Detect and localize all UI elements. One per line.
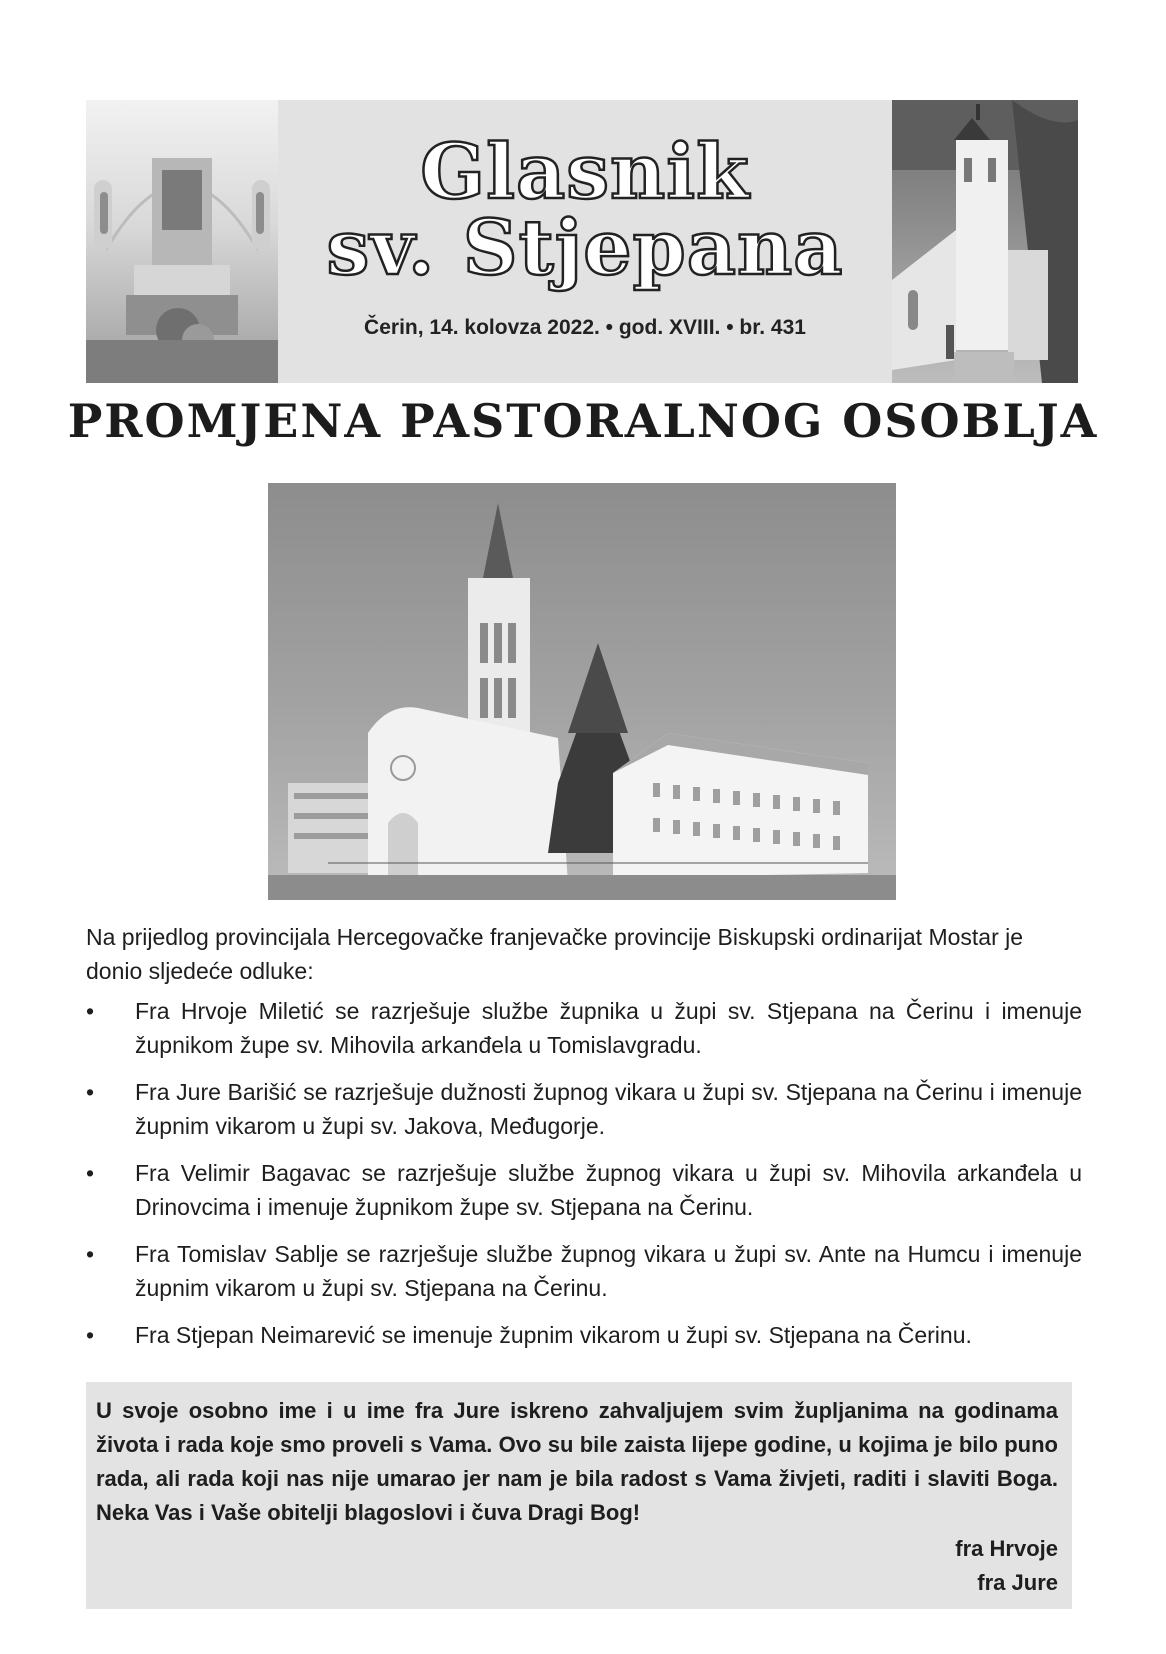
list-item (86, 1318, 1082, 1352)
newsletter-title (290, 127, 880, 292)
list-item (86, 1237, 1082, 1305)
thank-you-text: U svoje osobno ime i u ime fra Jure iskreno zahvaljujem svim župljanima na godinama života i rada koje smo proveli s Vama. Ovo su bile zaista lijepe godine, u kojima je bilo puno rada, ali rada koji nas nije umarao jer nam je bila radost s Vama živjeti, raditi i slaviti Boga. Neka Vas i Vaše obitelji blagoslovi i čuva Dragi Bog! (96, 1398, 1058, 1525)
decision-text: Fra Jure Barišić se razrješuje dužnosti župnog vikara u župi sv. Stjepana na Čerinu i imenuje župnim vikarom u župi sv. Jakova, Međugorje. (135, 1079, 1082, 1139)
bullet-icon: • (86, 1322, 95, 1348)
list-item (86, 1156, 1082, 1224)
bullet-icon: • (86, 1241, 95, 1267)
newsletter-title-line-2: sv. Stjepana (326, 203, 844, 292)
issue-info: Čerin, 14. kolovza 2022. • god. XVIII. • br. 431 (364, 316, 806, 339)
signature-fra-hrvoje: fra Hrvoje (955, 1536, 1058, 1561)
decision-text: Fra Tomislav Sablje se razrješuje službe župnog vikara u župi sv. Ante na Humcu i imenuje župnim vikarom u župi sv. Stjepana na Čerinu. (135, 1241, 1082, 1301)
decision-text: Fra Velimir Bagavac se razrješuje službe župnog vikara u župi sv. Mihovila arkanđela u Drinovcima i imenuje župnikom župe sv. Stjepana na Čerinu. (135, 1160, 1082, 1220)
article-body (86, 920, 1082, 1365)
decision-text: Fra Hrvoje Miletić se razrješuje službe župnika u župi sv. Stjepana na Čerinu i imenuje župnikom župe sv. Mihovila arkanđela u Tomislavgradu. (135, 998, 1082, 1058)
article-headline: PROMJENA PASTORALNOG OSOBLJA (67, 394, 1099, 448)
bullet-icon: • (86, 1079, 95, 1105)
church-exterior-photo (892, 100, 1078, 383)
signature-fra-jure: fra Jure (977, 1570, 1058, 1595)
bullet-icon: • (86, 998, 95, 1024)
intro-paragraph: Na prijedlog provincijala Hercegovačke franjevačke provincije Biskupski ordinarijat Mostar je donio sljedeće odluke: (86, 924, 1024, 984)
list-item (86, 1075, 1082, 1143)
list-item (86, 994, 1082, 1062)
decision-text: Fra Stjepan Neimarević se imenuje župnim vikarom u župi sv. Stjepana na Čerinu. (135, 1322, 972, 1348)
church-interior-photo (86, 100, 278, 383)
church-and-friary-photo (268, 483, 896, 900)
bullet-icon: • (86, 1160, 95, 1186)
decision-list (86, 994, 1082, 1352)
newsletter-title-line-1: Glasnik (420, 127, 750, 216)
thank-you-box (86, 1382, 1072, 1609)
signature-block (96, 1532, 1058, 1600)
